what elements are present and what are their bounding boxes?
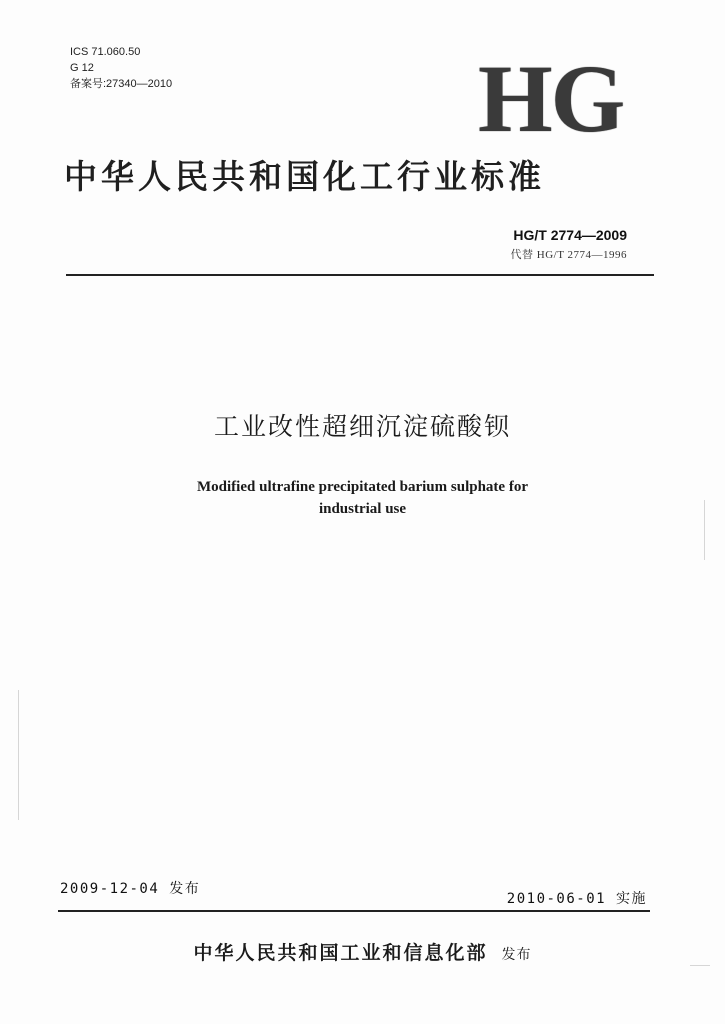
- document-title-en-line1: Modified ultrafine precipitated barium sulphate for: [197, 479, 528, 495]
- scan-edge-mark: [690, 965, 710, 966]
- standard-number: HG/T 2774—2009: [513, 227, 627, 243]
- scan-edge-mark: [18, 690, 19, 820]
- implementation-date: 2010-06-01 实施: [506, 891, 647, 907]
- standard-type-title: 中华人民共和国化工行业标准: [64, 157, 545, 196]
- scan-edge-mark: [704, 500, 705, 560]
- replaced-standard: 代替 HG/T 2774—1996: [510, 249, 627, 261]
- category-code: G 12: [70, 62, 94, 74]
- classification-block: [70, 44, 172, 92]
- issuer-name: 中华人民共和国工业和信息化部: [193, 942, 488, 964]
- bottom-divider: [58, 910, 650, 912]
- document-title-en: [0, 476, 725, 520]
- issuer-action: 发布: [501, 947, 532, 963]
- document-title-cn: 工业改性超细沉淀硫酸钡: [213, 412, 511, 441]
- document-title-en-line2: industrial use: [318, 501, 407, 517]
- issue-date: 2009-12-04 发布: [60, 881, 201, 897]
- hg-logo: HG: [478, 45, 624, 152]
- ics-code: ICS 71.060.50: [70, 46, 141, 58]
- issuing-authority: [0, 940, 725, 968]
- top-divider: [66, 274, 654, 276]
- record-number: 备案号:27340—2010: [70, 78, 173, 90]
